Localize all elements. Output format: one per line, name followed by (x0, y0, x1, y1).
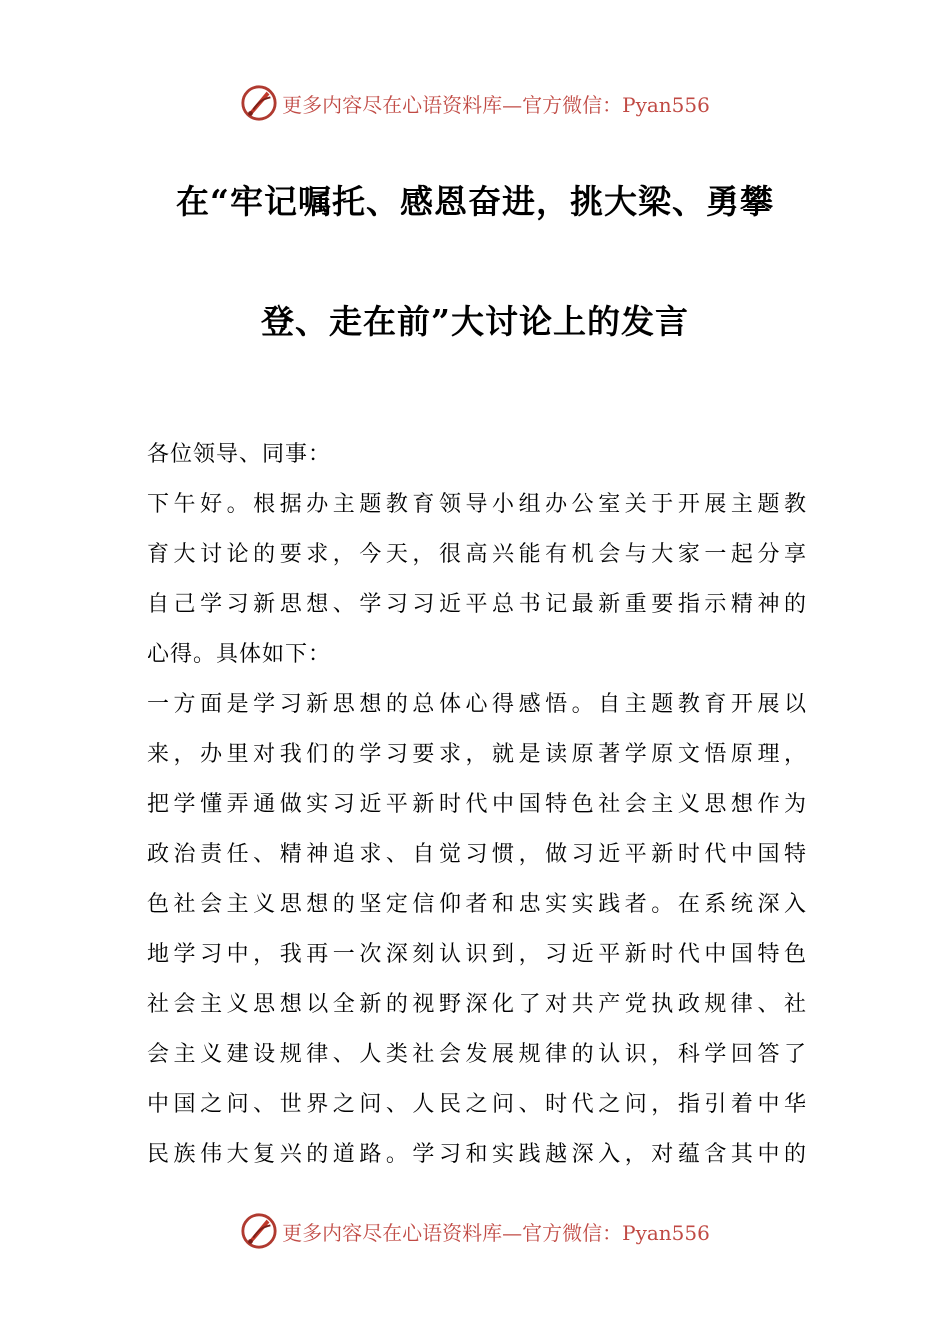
body-line: 来，办里对我们的学习要求，就是读原著学原文悟原理， (147, 742, 807, 767)
body-line: 会主义建设规律、人类社会发展规律的认识，科学回答了 (147, 1042, 807, 1067)
body-line: 社会主义思想以全新的视野深化了对共产党执政规律、社 (147, 992, 807, 1017)
body-line: 心得。具体如下： (147, 642, 332, 667)
footer-banner (0, 1206, 950, 1256)
body-line: 育大讨论的要求，今天，很高兴能有机会与大家一起分享 (147, 542, 807, 567)
body-line: 各位领导、同事： (147, 442, 332, 467)
quill-pen-icon (240, 84, 278, 122)
header-banner-text: 更多内容尽在心语资料库—官方微信：Pyan556 (282, 92, 710, 117)
body-line: 自己学习新思想、学习习近平总书记最新重要指示精神的 (147, 592, 807, 617)
body-line: 一方面是学习新思想的总体心得感悟。自主题教育开展以 (147, 692, 807, 717)
body-line: 下午好。根据办主题教育领导小组办公室关于开展主题教 (147, 492, 807, 517)
body-line: 民族伟大复兴的道路。学习和实践越深入，对蕴含其中的 (147, 1142, 807, 1167)
quill-pen-icon (240, 1212, 278, 1250)
body-line: 中国之问、世界之问、人民之问、时代之问，指引着中华 (147, 1092, 807, 1117)
title-line-1: 在“牢记嘱托、感恩奋进，挑大梁、勇攀 (176, 182, 774, 221)
body-line: 把学懂弄通做实习近平新时代中国特色社会主义思想作为 (147, 792, 807, 817)
document-body (147, 430, 807, 1180)
footer-banner-text: 更多内容尽在心语资料库—官方微信：Pyan556 (282, 1220, 710, 1245)
body-line: 政治责任、精神追求、自觉习惯，做习近平新时代中国特 (147, 842, 807, 867)
header-banner (0, 78, 950, 128)
body-line: 色社会主义思想的坚定信仰者和忠实实践者。在系统深入 (147, 892, 807, 917)
title-line-2: 登、走在前”大讨论上的发言 (261, 302, 689, 341)
body-line: 地学习中，我再一次深刻认识到，习近平新时代中国特色 (147, 942, 807, 967)
